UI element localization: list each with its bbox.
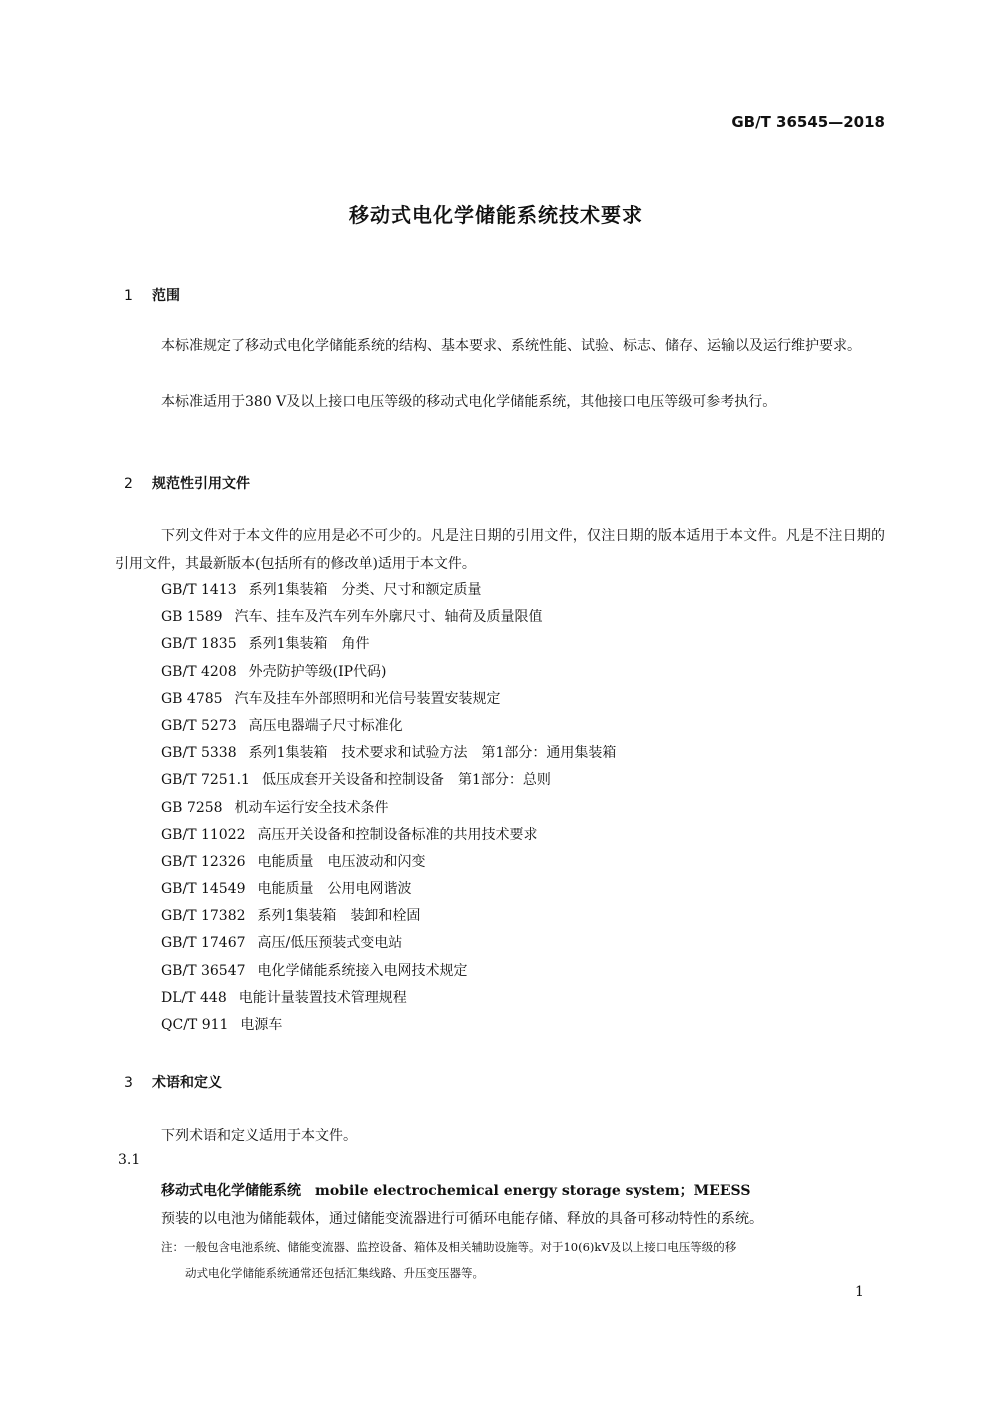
reference-item [161, 659, 616, 686]
section-heading-normative-references [124, 473, 250, 493]
reference-code: GB/T 11022 [161, 826, 246, 843]
reference-code: GB 7258 [161, 799, 223, 816]
reference-item [161, 795, 616, 822]
reference-item [161, 930, 616, 957]
reference-item [161, 604, 616, 631]
reference-title: 高压电器端子尺寸标准化 [248, 717, 403, 734]
reference-item [161, 740, 616, 767]
term-note [161, 1234, 887, 1286]
reference-item [161, 903, 616, 930]
scope-paragraph: 本标准规定了移动式电化学储能系统的结构、基本要求、系统性能、试验、标志、储存、运输以及运行维护要求。 [161, 338, 861, 354]
reference-item [161, 686, 616, 713]
reference-title: 低压成套开关设备和控制设备 第1部分：总则 [261, 772, 551, 789]
scope-paragraph: 本标准适用于380 V及以上接口电压等级的移动式电化学储能系统，其他接口电压等级可参考执行。 [161, 394, 777, 410]
reference-title: 机动车运行安全技术条件 [234, 799, 389, 816]
reference-title: 外壳防护等级(IP代码) [248, 663, 387, 680]
reference-item [161, 876, 616, 903]
reference-code: GB/T 17467 [161, 935, 246, 952]
reference-item [161, 577, 616, 604]
reference-item [161, 1012, 616, 1039]
reference-code: GB 1589 [161, 609, 223, 626]
reference-code: GB 4785 [161, 690, 223, 707]
reference-title: 系列1集装箱 角件 [248, 636, 370, 653]
term-entry [161, 1180, 750, 1200]
term-english: mobile electrochemical energy storage system；MEESS [315, 1183, 751, 1199]
reference-code: GB/T 14549 [161, 881, 246, 898]
section-title: 规范性引用文件 [152, 476, 250, 492]
reference-title: 高压/低压预装式变电站 [257, 935, 403, 952]
reference-title: 系列1集装箱 技术要求和试验方法 第1部分：通用集装箱 [248, 745, 617, 762]
reference-list [161, 577, 616, 1039]
reference-title: 电化学储能系统接入电网技术规定 [257, 962, 468, 979]
reference-code: GB/T 12326 [161, 853, 246, 870]
reference-code: GB/T 4208 [161, 663, 237, 680]
normative-references-intro: 下列文件对于本文件的应用是必不可少的。凡是注日期的引用文件，仅注日期的版本适用于本文件。凡是不注日期的引用文件，其最新版本(包括所有的修改单)适用于本文件。 [115, 528, 885, 572]
section-number: 1 [124, 288, 133, 304]
terms-intro: 下列术语和定义适用于本文件。 [161, 1128, 357, 1144]
term-note-line: 动式电化学储能系统通常还包括汇集线路、升压变压器等。 [185, 1266, 484, 1280]
reference-code: GB/T 7251.1 [161, 772, 250, 789]
section-heading-scope [124, 285, 180, 305]
page-number: 1 [855, 1284, 864, 1300]
term-chinese: 移动式电化学储能系统 [161, 1183, 301, 1199]
document-title: 移动式电化学储能系统技术要求 [349, 203, 643, 227]
reference-code: GB/T 1413 [161, 582, 237, 598]
standard-number: GB/T 36545—2018 [731, 113, 885, 131]
reference-title: 高压开关设备和控制设备标准的共用技术要求 [257, 826, 538, 843]
reference-item [161, 958, 616, 985]
section-heading-terms [124, 1072, 222, 1092]
term-definition: 预装的以电池为储能载体，通过储能变流器进行可循环电能存储、释放的具备可移动特性的系统。 [161, 1211, 763, 1227]
reference-title: 汽车及挂车外部照明和光信号装置安装规定 [234, 690, 501, 707]
reference-item [161, 985, 616, 1012]
reference-code: GB/T 5338 [161, 745, 237, 762]
reference-item [161, 822, 616, 849]
reference-code: GB/T 1835 [161, 636, 237, 653]
reference-code: GB/T 17382 [161, 908, 246, 925]
reference-code: GB/T 5273 [161, 717, 237, 734]
reference-code: GB/T 36547 [161, 962, 246, 979]
reference-item [161, 631, 616, 658]
reference-title: 系列1集装箱 分类、尺寸和额定质量 [248, 582, 482, 598]
section-number: 2 [124, 476, 133, 492]
section-title: 范围 [152, 288, 180, 304]
reference-item [161, 767, 616, 794]
section-title: 术语和定义 [152, 1075, 222, 1091]
reference-item [161, 849, 616, 876]
reference-title: 系列1集装箱 装卸和栓固 [257, 908, 421, 925]
reference-title: 汽车、挂车及汽车列车外廓尺寸、轴荷及质量限值 [234, 609, 543, 626]
reference-title: 电源车 [240, 1017, 283, 1033]
reference-code: DL/T 448 [161, 989, 227, 1006]
reference-title: 电能质量 电压波动和闪变 [257, 853, 426, 870]
reference-title: 电能质量 公用电网谐波 [257, 881, 412, 898]
reference-code: QC/T 911 [161, 1017, 229, 1033]
term-number: 3.1 [118, 1152, 141, 1168]
section-number: 3 [124, 1075, 133, 1091]
reference-title: 电能计量装置技术管理规程 [238, 989, 407, 1006]
reference-item [161, 713, 616, 740]
term-note-line: 注：一般包含电池系统、储能变流器、监控设备、箱体及相关辅助设施等。对于10(6)kV及以上接口电压等级的移 [161, 1240, 737, 1254]
